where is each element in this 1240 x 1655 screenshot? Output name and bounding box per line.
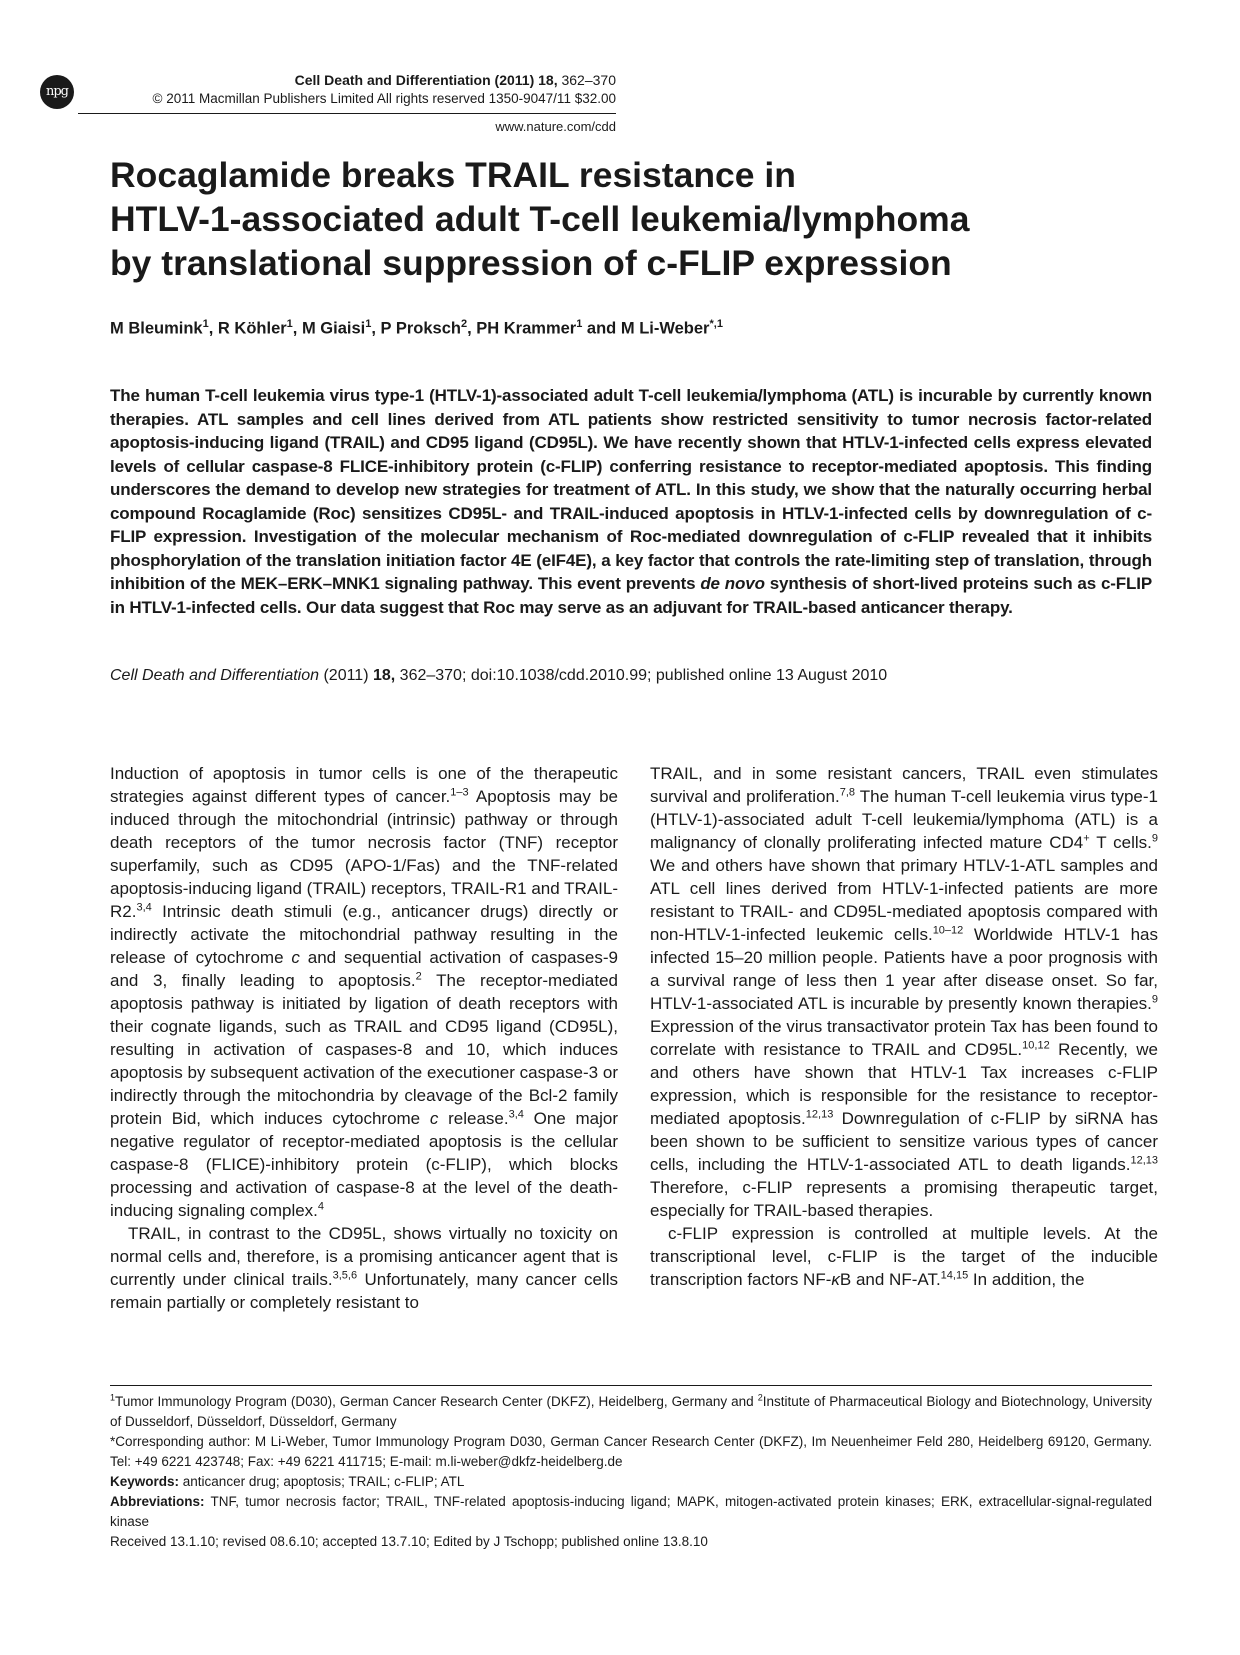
title-line-3: by translational suppression of c-FLIP expression [110, 243, 952, 283]
copyright-line: © 2011 Macmillan Publishers Limited All rights reserved 1350-9047/11 $32.00 [152, 91, 616, 106]
journal-pages: 362–370 [561, 72, 616, 88]
reference[interactable]: 12,13 [1130, 1154, 1158, 1167]
reference[interactable]: 9 [1151, 993, 1158, 1006]
affiliations: $^1$Tumor Immunology Program (D030), German Cancer Research Center (DKFZ), Heidelberg, Germany and $^2$Institute of Pharmaceutical Biology and Biotechnology, University of Dusseldorf, Düsseldorf, Düsseldorf, Germany [110, 1392, 1152, 1429]
body-paragraph: Induction of apoptosis in tumor cells is one of the therapeutic strategies against different types of cancer.$^{1-3}$ Apoptosis may be induced through the mitochondrial (intrinsic) pathway or through death receptors of the tumor necrosis factor (TNF) receptor superfamily, such as CD95 (APO-1/Fas) and the TNF-related apoptosis-inducing ligand (TRAIL) receptors, TRAIL-R1 and TRAIL-R2.$^{3,4}$ Intrinsic death stimuli (e.g., anticancer drugs) directly or indirectly activate the mitochondrial pathway resulting in the release of cytochrome c and sequential activation of caspases-9 and 3, finally leading to apoptosis.$^2$ The receptor-mediated apoptosis pathway is initiated by ligation of death receptors with their cognate ligands, such as TRAIL and CD95 ligand (CD95L), resulting in activation of caspases-8 and 10, which induces apoptosis by subsequent activation of the executioner caspase-3 or indirectly through the mitochondria by cleavage of the Bcl-2 family protein Bid, which induces cytochrome c release.$^{3,4}$ One major negative regulator of receptor-mediated apoptosis is the cellular caspase-8 (FLICE)-inhibitory protein (c-FLIP), which blocks processing and activation of caspase-8 at the level of the death-inducing signaling complex.$^4$ [110, 764, 619, 1220]
body-column-right [650, 762, 1158, 1291]
body-paragraph: TRAIL, in contrast to the CD95L, shows virtually no toxicity on normal cells and, therefore, is a promising anticancer agent that is currently under clinical trails.$^{3,5,6}$ Unfortunately, many cancer cells remain partially or completely resistant to [110, 1224, 618, 1312]
journal-name: Cell Death and Differentiation [294, 72, 491, 88]
author-affiliation: 2 [460, 318, 468, 330]
reference[interactable]: 9 [1151, 832, 1158, 845]
title-line-1: Rocaglamide breaks TRAIL resistance in [110, 155, 796, 195]
body-paragraph: c-FLIP expression is controlled at multiple levels. At the transcriptional level, c-FLIP is the target of the inducible transcription factors NF-κB and NF-AT.$^{14,15}$ In addition, the [650, 1224, 1158, 1289]
footnote-divider [110, 1385, 1152, 1386]
author-name: P Proksch [380, 319, 461, 338]
citation-line: Cell Death and Differentiation (2011) 18, 362–370; doi:10.1038/cdd.2010.99; published online 13 August 2010 [110, 667, 888, 684]
journal-year-volume: (2011) 18, [494, 72, 558, 88]
journal-header [295, 72, 616, 88]
author-name: M Bleumink [110, 319, 203, 338]
author-affiliation: 1 [365, 318, 372, 330]
author-affiliation: *,1 [709, 318, 723, 330]
author-name: R Köhler [217, 319, 287, 338]
author-list: M Bleumink$^1$, R Köhler$^1$, M Giaisi$^1$, P Proksch$^2$, PH Krammer$^1$ and M Li-Weber$^{*,1}$ [110, 318, 723, 338]
reference[interactable]: 4 [317, 1200, 325, 1213]
header-divider [78, 113, 616, 114]
reference[interactable]: 14,15 [940, 1269, 969, 1282]
author-name: M Giaisi [301, 319, 366, 338]
keywords: Keywords: anticancer drug; apoptosis; TRAIL; c-FLIP; ATL [110, 1474, 465, 1489]
body-column-left [110, 762, 618, 1314]
reference[interactable]: 3,4 [136, 901, 152, 914]
abstract-emphasis: de novo [700, 574, 765, 593]
npg-logo: npg [40, 75, 74, 109]
body-paragraph: TRAIL, and in some resistant cancers, TRAIL even stimulates survival and proliferation.$^{7,8}$ The human T-cell leukemia virus type-1 (HTLV-1)-associated adult T-cell leukemia/lymphoma (ATL) is a malignancy of clonally proliferating infected mature CD4+ T cells.$^9$ We and others have shown that primary HTLV-1-ATL samples and ATL cell lines derived from HTLV-1-infected patients are more resistant to TRAIL- and CD95L-mediated apoptosis compared with non-HTLV-1-infected leukemic cells.$^{10-12}$ Worldwide HTLV-1 has infected 15–20 million people. Patients have a poor prognosis with a survival range of less then 1 year after disease onset. So far, HTLV-1-associated ATL is incurable by presently known therapies.$^9$ Expression of the virus transactivator protein Tax has been found to correlate with resistance to TRAIL and CD95L.$^{10,12}$ Recently, we and others have shown that HTLV-1 Tax increases c-FLIP expression, which is responsible for the resistance to receptor-mediated apoptosis.$^{12,13}$ Downregulation of c-FLIP by siRNA has been shown to be sufficient to sensitize various types of cancer cells, including the HTLV-1-associated ATL to death ligands.$^{12,13}$ Therefore, c-FLIP represents a promising therapeutic target, especially for TRAIL-based therapies. [650, 764, 1159, 1220]
author-affiliation: 1 [286, 318, 293, 330]
reference[interactable]: 3,4 [508, 1108, 524, 1121]
author-affiliation: 1 [202, 318, 209, 330]
reference[interactable]: 10,12 [1022, 1039, 1050, 1052]
citation-journal: Cell Death and Differentiation [110, 667, 320, 684]
abstract: The human T-cell leukemia virus type-1 (HTLV-1)-associated adult T-cell leukemia/lymphoma (ATL) is incurable by currently known therapies. ATL samples and cell lines derived from ATL patients show restricted sensitivity to tumor necrosis factor-related apoptosis-inducing ligand (TRAIL) and CD95 ligand (CD95L). We have recently shown that HTLV-1-infected cells express elevated levels of cellular caspase-8 FLICE-inhibitory protein (c-FLIP) conferring resistance to receptor-mediated apoptosis. This finding underscores the demand to develop new strategies for treatment of ATL. In this study, we show that the naturally occurring herbal compound Rocaglamide (Roc) sensitizes CD95L- and TRAIL-induced apoptosis in HTLV-1-infected cells by downregulation of c-FLIP expression. Investigation of the molecular mechanism of Roc-mediated downregulation of c-FLIP revealed that it inhibits phosphorylation of the translation initiation factor 4E (eIF4E), a key factor that controls the rate-limiting step of translation, through inhibition of the MEK–ERK–MNK1 signaling pathway. This event prevents de novo synthesis of short-lived proteins such as c-FLIP in HTLV-1-infected cells. Our data suggest that Roc may serve as an adjuvant for TRAIL-based anticancer therapy. [110, 386, 1153, 617]
title-line-2: HTLV-1-associated adult T-cell leukemia/lymphoma [110, 199, 970, 239]
citation-doi: 362–370; doi:10.1038/cdd.2010.99; published online 13 August 2010 [395, 667, 888, 684]
author-name: M Li-Weber [620, 319, 710, 338]
reference[interactable]: 7,8 [839, 786, 856, 799]
author-affiliation: 1 [576, 318, 583, 330]
reference[interactable]: 10–12 [932, 924, 964, 937]
received-dates: Received 13.1.10; revised 08.6.10; accepted 13.7.10; Edited by J Tschopp; published online 13.8.10 [110, 1534, 708, 1549]
article-title [110, 153, 1150, 285]
reference[interactable]: 2 [415, 970, 422, 983]
reference[interactable]: 1–3 [450, 786, 469, 799]
reference[interactable]: 12,13 [805, 1108, 834, 1121]
citation-volume: 18, [372, 667, 396, 684]
author-name: PH Krammer [476, 319, 577, 338]
journal-url[interactable]: www.nature.com/cdd [495, 119, 616, 134]
corresponding-author: *Corresponding author: M Li-Weber, Tumor Immunology Program D030, German Cancer Research Center (DKFZ), Im Neuenheimer Feld 280, Heidelberg 69120, Germany. Tel: +49 6221 423748; Fax: +49 6221 411715; E-mail: m.li-weber@dkfz-heidelberg.de [110, 1434, 1152, 1469]
reference[interactable]: 3,5,6 [332, 1269, 358, 1282]
footnotes [110, 1392, 1152, 1552]
abbreviations: Abbreviations: TNF, tumor necrosis factor; TRAIL, TNF-related apoptosis-inducing ligand; MAPK, mitogen-activated protein kinases; ERK, extracellular-signal-regulated kinase [110, 1494, 1152, 1529]
